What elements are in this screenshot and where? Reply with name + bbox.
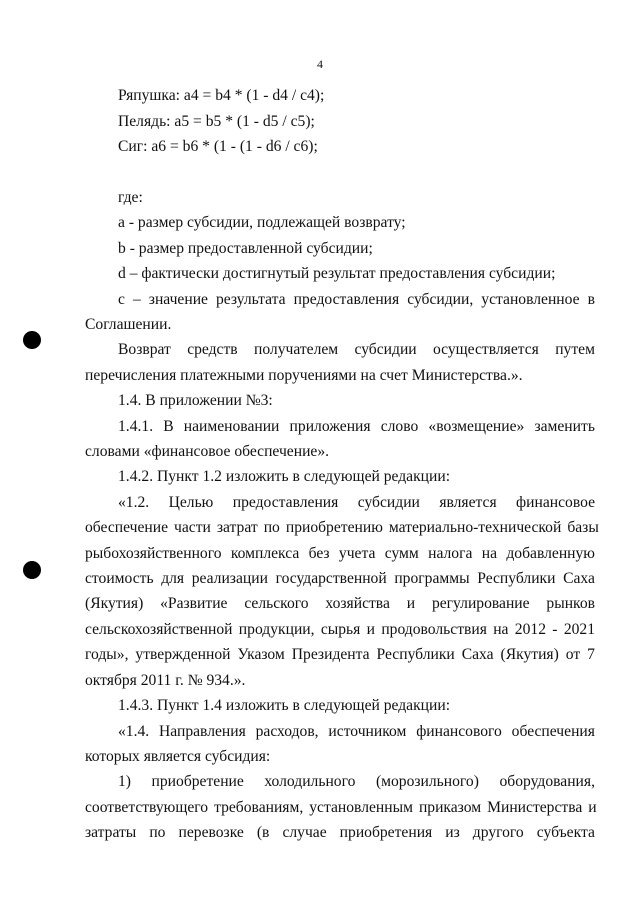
- word: по: [149, 824, 166, 841]
- quote-1-2-line: [85, 544, 595, 564]
- word: материально-технической: [388, 519, 562, 536]
- word: осуществляется: [432, 341, 539, 358]
- word: и: [406, 595, 416, 612]
- word: продовольствия: [381, 621, 487, 638]
- word: субъекта: [536, 824, 595, 841]
- word: рыбохозяйственного: [85, 545, 222, 562]
- quote-1-2-line: [85, 645, 595, 665]
- item-1-4: 1.4. В приложении №3:: [118, 392, 273, 409]
- word: обеспечения: [511, 723, 595, 740]
- word: заменить: [534, 418, 595, 435]
- word: Саха: [563, 570, 595, 587]
- word: сельскохозяйственной: [85, 621, 233, 638]
- word: приказом: [418, 799, 482, 816]
- word: приобретению: [285, 519, 383, 536]
- word: приложения: [289, 418, 371, 435]
- word: годы»,: [85, 646, 129, 663]
- quote-1-4-line: которых является субсидия:: [85, 748, 271, 765]
- word: с: [118, 291, 125, 308]
- word: продукции,: [238, 621, 315, 638]
- word: наименовании: [183, 418, 280, 435]
- word: регулирование: [431, 595, 530, 612]
- word: 1): [118, 773, 131, 790]
- word: Президента: [291, 646, 370, 663]
- word: и: [366, 621, 375, 638]
- word: базы: [567, 519, 599, 536]
- definition-a: а - размер субсидии, подлежащей возврату;: [118, 214, 406, 231]
- item-1-4-1-line: словами «финансовое обеспечение».: [85, 443, 330, 460]
- word: установленное: [481, 291, 580, 308]
- word: на: [493, 621, 509, 638]
- word: -: [552, 621, 558, 638]
- formula-line: Сиг: a6 = b6 * (1 - (1 - d6 / c6);: [118, 138, 318, 155]
- word: части: [174, 519, 211, 536]
- word: предоставления: [293, 291, 400, 308]
- word: затраты: [85, 824, 137, 841]
- refund-paragraph-line: [118, 340, 595, 360]
- word: Возврат: [118, 341, 171, 358]
- word: государственной: [275, 570, 387, 587]
- word: субсидии,: [407, 291, 474, 308]
- word: в: [587, 291, 595, 308]
- word: Саха: [461, 646, 494, 663]
- word: –: [132, 291, 141, 308]
- word: стоимость: [85, 570, 154, 587]
- definition-c-line: [118, 290, 595, 310]
- formula-line: Ряпушка: a4 = b4 * (1 - d4 / c4);: [118, 87, 325, 104]
- word: хозяйства: [325, 595, 390, 612]
- item-1-4-2: 1.4.2. Пункт 1.2 изложить в следующей редакции:: [118, 468, 451, 485]
- word: другого: [472, 824, 524, 841]
- word: случае: [282, 824, 327, 841]
- word: результата: [216, 291, 286, 308]
- quote-1-2-line: [118, 493, 595, 513]
- word: значение: [148, 291, 208, 308]
- word: средств: [187, 341, 238, 358]
- subpoint-1-line: [85, 823, 595, 843]
- word: приобретения: [339, 824, 433, 841]
- word: получателем: [253, 341, 339, 358]
- word: расходов,: [255, 723, 319, 740]
- word: перевозке: [178, 824, 244, 841]
- word: утвержденной: [135, 646, 231, 663]
- word: субсидии: [357, 494, 420, 511]
- word: 1.4.1.: [118, 418, 154, 435]
- item-1-4-3: 1.4.3. Пункт 1.4 изложить в следующей редакции:: [118, 697, 451, 714]
- quote-1-2-line: [85, 518, 599, 538]
- word: 2012: [514, 621, 546, 638]
- word: «возмещение»: [428, 418, 525, 435]
- page-number: 4: [317, 57, 323, 71]
- word: и: [588, 799, 597, 816]
- word: на: [481, 545, 498, 562]
- word: рынков: [546, 595, 595, 612]
- word: «1.2.: [118, 494, 150, 511]
- word: 2021: [563, 621, 595, 638]
- subpoint-1-line: [85, 798, 595, 818]
- word: приобретение: [151, 773, 244, 790]
- word: реализации: [191, 570, 268, 587]
- word: установленным: [309, 799, 413, 816]
- word: Целью: [168, 494, 214, 511]
- quote-1-2-line: [85, 620, 595, 640]
- word: (морозильного): [375, 773, 479, 790]
- word: Указом: [237, 646, 285, 663]
- word: холодильного: [264, 773, 356, 790]
- subpoint-1-line: [118, 772, 595, 792]
- word: сумм: [384, 545, 419, 562]
- item-1-4-1-line: [118, 417, 595, 437]
- definition-d: d – фактически достигнутый результат предоставления субсидии;: [118, 265, 556, 282]
- word: требованиям,: [214, 799, 304, 816]
- word: от: [565, 646, 581, 663]
- word: оборудования,: [499, 773, 595, 790]
- word: является: [439, 494, 497, 511]
- definition-c-line: Соглашении.: [85, 316, 172, 333]
- word: обеспечение: [85, 519, 169, 536]
- word: без: [308, 545, 330, 562]
- word: Республики: [477, 570, 556, 587]
- word: субсидии: [354, 341, 417, 358]
- word: учета: [338, 545, 376, 562]
- word: В: [163, 418, 174, 435]
- where-label: где:: [118, 189, 143, 206]
- punch-hole: [23, 331, 41, 349]
- quote-1-4-line: [118, 722, 595, 742]
- word: комплекса: [230, 545, 300, 562]
- word: налога: [428, 545, 473, 562]
- word: путем: [555, 341, 595, 358]
- word: соответствующего: [85, 799, 209, 816]
- word: финансового: [416, 723, 502, 740]
- word: финансовое: [516, 494, 595, 511]
- word: (Якутия): [85, 595, 144, 612]
- formula-line: Пелядь: a5 = b5 * (1 - d5 / c5);: [118, 113, 315, 130]
- quote-1-2-line: октября 2011 г. № 934.».: [85, 672, 246, 689]
- punch-hole: [23, 561, 41, 579]
- word: добавленную: [506, 545, 595, 562]
- word: из: [445, 824, 460, 841]
- refund-paragraph-line: перечисления платежными поручениями на счет Министерства.».: [85, 367, 523, 384]
- word: по: [263, 519, 280, 536]
- word: для: [161, 570, 185, 587]
- word: «1.4.: [118, 723, 150, 740]
- word: Республики: [376, 646, 455, 663]
- quote-1-2-line: [85, 594, 595, 614]
- word: Министерства: [487, 799, 583, 816]
- word: затрат: [216, 519, 258, 536]
- word: программы: [394, 570, 470, 587]
- word: слово: [380, 418, 419, 435]
- word: (в: [256, 824, 270, 841]
- definition-b: b - размер предоставленной субсидии;: [118, 240, 373, 257]
- quote-1-2-line: [85, 569, 595, 589]
- word: 7: [587, 646, 595, 663]
- word: «Развитие: [160, 595, 228, 612]
- word: сельского: [244, 595, 309, 612]
- word: (Якутия): [500, 646, 559, 663]
- word: источником: [328, 723, 407, 740]
- word: сырья: [320, 621, 361, 638]
- word: предоставления: [232, 494, 339, 511]
- word: Направления: [159, 723, 246, 740]
